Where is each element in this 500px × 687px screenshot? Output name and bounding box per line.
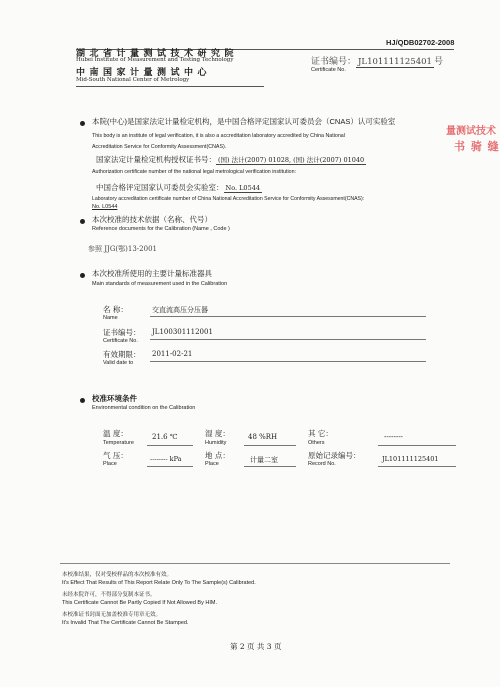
s2-en: Reference documents for the Calibration (Name , Code ) <box>92 226 230 232</box>
others-line <box>378 445 456 446</box>
temp-label: 温 度： <box>103 429 128 438</box>
center-name-cn: 中 南 国 家 计 量 测 试 中 心 <box>76 67 208 77</box>
bullet-2 <box>80 219 85 224</box>
auth-value: (国) 法计(2007) 01028, (国) 法计(2007) 01040 <box>218 156 365 164</box>
org-name-cn: 湖 北 省 计 量 测 试 技 术 研 究 院 <box>76 48 235 58</box>
pressure-value: -------- kPa <box>150 455 182 463</box>
footer-line-3: 未经本院许可，不得部分复制本证书。 <box>62 592 156 598</box>
temp-value: 21.6 ℃ <box>152 433 178 441</box>
pressure-label: 气 压： <box>103 451 128 460</box>
place-label: 地 点： <box>205 451 230 460</box>
others-label-en: Others <box>308 440 325 446</box>
footer-line-5: 本校准证书封面无加盖校准专用章无效。 <box>62 612 162 618</box>
auth-en: Authorization certificate number of the national legal metrological verification institution: <box>92 169 297 175</box>
cnas-en: Laboratory accreditation certificate number of China National Accreditation Service for Conformity Assessment(CNAS): <box>92 196 365 202</box>
pressure-line <box>147 466 193 467</box>
others-label: 其 它： <box>308 429 333 438</box>
record-line <box>378 466 456 467</box>
s2-title: 本次校准的技术依据（名称、代号） <box>92 215 212 224</box>
s1-title: 本院(中心)是国家法定计量检定机构，是中国合格评定国家认可委员会（CNAS）认可实验室 <box>92 117 396 126</box>
std-cert-line <box>150 339 426 340</box>
record-label: 原始记录编号： <box>308 451 361 460</box>
cnas-label: 中国合格评定国家认可委员会实验室： <box>96 183 224 192</box>
name-label: 名 称： <box>103 305 128 314</box>
footer-line-2: It's Effect That Results of This Report Relate Only To The Sample(s) Calibrated. <box>62 580 256 586</box>
cert-suffix: 号 <box>433 57 443 67</box>
certificate-number <box>311 54 443 68</box>
s4-title: 校准环境条件 <box>92 394 137 403</box>
std-cert-label: 证书编号： <box>103 328 141 337</box>
cert-value: JL101111125401 <box>358 57 432 67</box>
humidity-label-en: Humidity <box>205 440 227 446</box>
record-value: JL101111125401 <box>382 455 439 463</box>
doc-code: HJ/QDB02702-2008 <box>386 38 455 47</box>
s3-title: 本次校准所使用的主要计量标准器具 <box>92 269 212 278</box>
name-line <box>150 316 426 317</box>
bullet-3 <box>80 273 85 278</box>
std-cert-label-en: Certificate No. <box>103 338 138 344</box>
seam-stamp-line1: 量测试技术 <box>446 126 496 137</box>
cnas-value: No. L0544 <box>225 184 260 192</box>
bullet-4 <box>80 398 85 403</box>
s2-value: 参照 JJG(鄂)13-2001 <box>88 245 157 253</box>
org-name-en: Hubei Institute of Measurement and Testing Technology <box>76 57 234 63</box>
humidity-line <box>244 445 296 446</box>
s3-en: Main standards of measurement used in the Calibration <box>92 281 228 287</box>
page-number: 第 2 页 共 3 页 <box>230 642 282 651</box>
s4-en: Environmental condition on the Calibration <box>92 405 196 411</box>
temp-label-en: Temperature <box>103 440 134 446</box>
footer-rule <box>60 563 450 564</box>
s1-en2: Accreditation Service for Conformity Assessment(CNAS). <box>92 144 227 150</box>
valid-label: 有效期限： <box>103 350 141 359</box>
cert-label: 证书编号： <box>311 57 357 67</box>
others-value: -------- <box>384 433 403 441</box>
footer-line-6: It's Invalid That The Certificate Cannot Be Stamped. <box>62 620 189 626</box>
record-label-en: Record No. <box>308 461 336 467</box>
std-cert-value: JL100301112001 <box>152 328 213 336</box>
footer-line-4: This Certificate Cannot Be Partly Copied If Not Allowed By HIM. <box>62 600 217 606</box>
header-rule-left <box>76 86 264 87</box>
bullet-1 <box>80 121 85 126</box>
valid-label-en: Valid date to <box>103 360 134 366</box>
footer-line-1: 本校准结果，仅对受校样品的本次校准有效。 <box>62 572 173 578</box>
temp-line <box>147 445 193 446</box>
seam-stamp-line2: 书 骑 缝 <box>454 140 500 153</box>
auth-label: 国家法定计量检定机构授权证书号： <box>96 155 216 164</box>
place-value: 计量二室 <box>250 456 278 464</box>
cnas-no: No. L0544 <box>92 204 118 210</box>
pressure-label-en: Place <box>103 461 117 467</box>
valid-line <box>150 361 426 362</box>
cert-label-en: Certificate No. <box>311 67 346 73</box>
place-label-en: Place <box>205 461 219 467</box>
humidity-label: 湿 度： <box>205 429 230 438</box>
name-value: 交直流高压分压器 <box>152 306 208 314</box>
humidity-value: 48 %RH <box>248 433 278 441</box>
valid-value: 2011-02-21 <box>152 350 193 358</box>
place-line <box>244 466 296 467</box>
name-label-en: Name <box>103 315 118 321</box>
center-name-en: Mid-South National Center of Metrology <box>76 77 190 83</box>
s1-en1: This body is an institute of legal verification, it is also a accreditation laboratory accredited by China National <box>92 133 345 139</box>
